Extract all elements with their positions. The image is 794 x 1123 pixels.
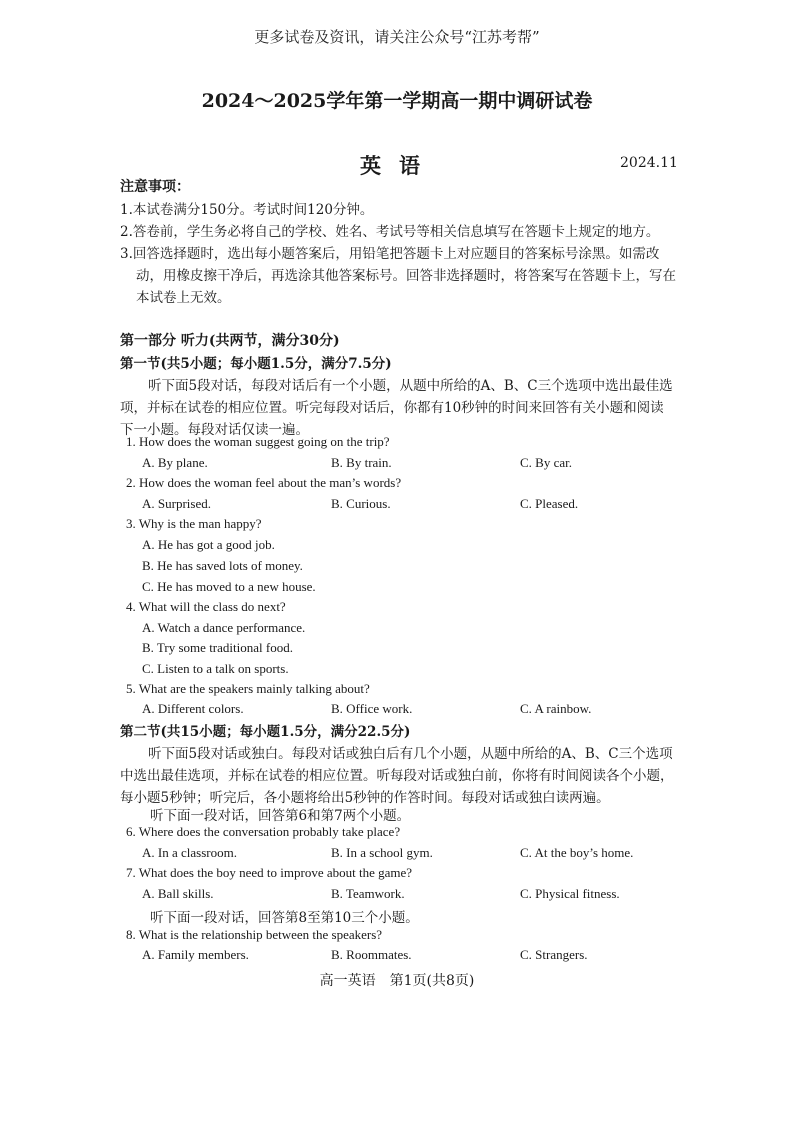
notice-item: 1.本试卷满分150分。考试时间120分钟。 xyxy=(120,202,374,218)
section2-title: 第二节(共15小题；每小题1.5分，满分22.5分) xyxy=(120,724,411,740)
option-a: A. Different colors. xyxy=(142,701,244,716)
notice-item: 动，用橡皮擦干净后，再选涂其他答案标号。回答非选择题时，将答案写在答题卡上，写在 xyxy=(136,268,676,284)
option-a: A. By plane. xyxy=(142,455,208,470)
question-4: 4. What will the class do next? xyxy=(126,599,286,614)
section2-instructions: 听下面5段对话或独白。每段对话或独白后有几个小题，从题中所给的A、B、C三个选项 xyxy=(148,746,673,762)
option-c: C. By car. xyxy=(520,455,572,470)
option-c: C. Strangers. xyxy=(520,947,588,962)
subject-title: 英语 xyxy=(360,153,438,178)
question-8: 8. What is the relationship between the speakers? xyxy=(126,927,383,942)
option-a: A. He has got a good job. xyxy=(142,537,275,552)
option-a: A. Watch a dance performance. xyxy=(142,620,306,635)
question-5: 5. What are the speakers mainly talking about? xyxy=(126,681,370,696)
option-c: C. Physical fitness. xyxy=(520,886,620,901)
option-c: C. Listen to a talk on sports. xyxy=(142,661,289,676)
exam-date: 2024.11 xyxy=(620,155,678,171)
question-7: 7. What does the boy need to improve about the game? xyxy=(126,865,413,880)
question-2: 2. How does the woman feel about the man’s words? xyxy=(126,475,402,490)
exam-title: 2024～2025学年第一学期高一期中调研试卷 xyxy=(201,90,593,112)
option-a: A. Family members. xyxy=(142,947,249,962)
option-a: A. Ball skills. xyxy=(142,886,214,901)
section1-title: 第一节(共5小题；每小题1.5分，满分7.5分) xyxy=(120,356,392,372)
option-c: C. A rainbow. xyxy=(520,701,592,716)
option-b: B. Teamwork. xyxy=(331,886,405,901)
section1-instructions: 下一小题。每段对话仅读一遍。 xyxy=(120,422,309,438)
option-b: B. Curious. xyxy=(331,496,391,511)
section2-instructions: 中选出最佳选项，并标在试卷的相应位置。听每段对话或独白前，你将有时间阅读各个小题， xyxy=(120,768,674,784)
section1-instructions: 项，并标在试卷的相应位置。听完每段对话后，你都有10秒钟的时间来回答有关小题和阅读 xyxy=(120,400,664,416)
notice-item: 本试卷上无效。 xyxy=(136,290,231,306)
page-footer: 高一英语 第1页(共8页) xyxy=(319,973,475,989)
option-c: C. At the boy’s home. xyxy=(520,845,634,860)
option-b: B. Roommates. xyxy=(331,947,412,962)
question-1: 1. How does the woman suggest going on the trip? xyxy=(126,434,390,449)
option-b: B. By train. xyxy=(331,455,392,470)
question-6: 6. Where does the conversation probably take place? xyxy=(126,824,401,839)
notice-heading: 注意事项： xyxy=(120,179,190,195)
option-b: B. He has saved lots of money. xyxy=(142,558,303,573)
notice-item: 3.回答选择题时，选出每小题答案后，用铅笔把答题卡上对应题目的答案标号涂黑。如需改 xyxy=(120,246,660,262)
section1-instructions: 听下面5段对话，每段对话后有一个小题，从题中所给的A、B、C三个选项中选出最佳选 xyxy=(148,378,673,394)
question-3: 3. Why is the man happy? xyxy=(126,516,262,531)
listening-cue: 听下面一段对话，回答第6和第7两个小题。 xyxy=(150,808,411,824)
option-a: A. Surprised. xyxy=(142,496,211,511)
header-note: 更多试卷及资讯，请关注公众号“江苏考帮” xyxy=(254,28,540,46)
option-c: C. Pleased. xyxy=(520,496,579,511)
option-c: C. He has moved to a new house. xyxy=(142,579,316,594)
listening-cue: 听下面一段对话，回答第8至第10三个小题。 xyxy=(150,910,419,926)
option-a: A. In a classroom. xyxy=(142,845,237,860)
section2-instructions: 每小题5秒钟；听完后，各小题将给出5秒钟的作答时间。每段对话或独白读两遍。 xyxy=(120,790,610,806)
option-b: B. Office work. xyxy=(331,701,413,716)
option-b: B. Try some traditional food. xyxy=(142,640,293,655)
option-b: B. In a school gym. xyxy=(331,845,433,860)
part1-title: 第一部分 听力(共两节，满分30分) xyxy=(120,333,340,349)
notice-item: 2.答卷前，学生务必将自己的学校、姓名、考试号等相关信息填写在答题卡上规定的地方。 xyxy=(120,224,660,240)
